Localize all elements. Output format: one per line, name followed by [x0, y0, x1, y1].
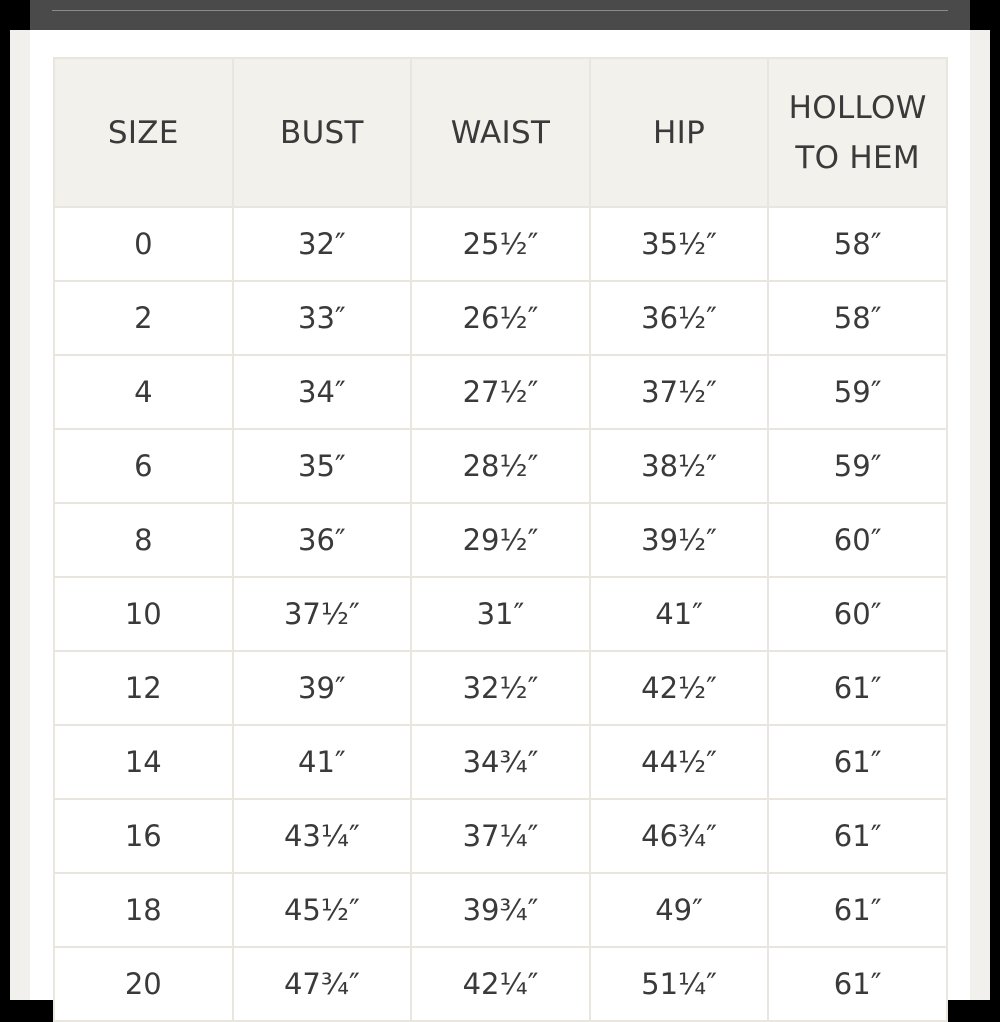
bust-cell: 39″: [233, 651, 412, 725]
hollow-to-hem-cell: 58″: [768, 207, 947, 281]
table-row: [54, 281, 947, 355]
hip-cell: 44½″: [590, 725, 769, 799]
waist-cell: 32½″: [411, 651, 590, 725]
top-bar-divider: [52, 10, 948, 11]
table-row: [54, 799, 947, 873]
bust-cell: 35″: [233, 429, 412, 503]
size-chart-table: [53, 57, 948, 1022]
waist-cell: 39¾″: [411, 873, 590, 947]
hip-cell: 39½″: [590, 503, 769, 577]
bust-cell: 36″: [233, 503, 412, 577]
hip-cell: 38½″: [590, 429, 769, 503]
waist-cell: 34¾″: [411, 725, 590, 799]
waist-cell: 28½″: [411, 429, 590, 503]
hollow-to-hem-cell: 60″: [768, 503, 947, 577]
header-size: SIZE: [54, 58, 233, 207]
hollow-to-hem-cell: 59″: [768, 429, 947, 503]
hip-cell: 51¼″: [590, 947, 769, 1021]
table-row: [54, 355, 947, 429]
size-cell: 20: [54, 947, 233, 1021]
table-row: [54, 207, 947, 281]
waist-cell: 26½″: [411, 281, 590, 355]
table-row: [54, 873, 947, 947]
size-cell: 0: [54, 207, 233, 281]
top-bar: [30, 0, 970, 30]
table-row: [54, 947, 947, 1021]
table-row: [54, 577, 947, 651]
hip-cell: 42½″: [590, 651, 769, 725]
size-cell: 10: [54, 577, 233, 651]
waist-cell: 37¼″: [411, 799, 590, 873]
hip-cell: 46¾″: [590, 799, 769, 873]
table-body: [54, 207, 947, 1021]
hip-cell: 36½″: [590, 281, 769, 355]
waist-cell: 42¼″: [411, 947, 590, 1021]
table-row: [54, 725, 947, 799]
table-row: [54, 651, 947, 725]
hollow-to-hem-cell: 58″: [768, 281, 947, 355]
bust-cell: 41″: [233, 725, 412, 799]
bust-cell: 47¾″: [233, 947, 412, 1021]
header-hip: HIP: [590, 58, 769, 207]
table-row: [54, 429, 947, 503]
hip-cell: 37½″: [590, 355, 769, 429]
hollow-to-hem-cell: 61″: [768, 873, 947, 947]
bust-cell: 43¼″: [233, 799, 412, 873]
waist-cell: 27½″: [411, 355, 590, 429]
waist-cell: 31″: [411, 577, 590, 651]
hollow-to-hem-cell: 59″: [768, 355, 947, 429]
table-row: [54, 503, 947, 577]
hip-cell: 41″: [590, 577, 769, 651]
hip-cell: 49″: [590, 873, 769, 947]
size-cell: 12: [54, 651, 233, 725]
header-bust: BUST: [233, 58, 412, 207]
size-cell: 18: [54, 873, 233, 947]
hip-cell: 35½″: [590, 207, 769, 281]
waist-cell: 29½″: [411, 503, 590, 577]
size-cell: 4: [54, 355, 233, 429]
size-cell: 6: [54, 429, 233, 503]
hollow-to-hem-cell: 61″: [768, 799, 947, 873]
hollow-to-hem-cell: 60″: [768, 577, 947, 651]
bust-cell: 33″: [233, 281, 412, 355]
bust-cell: 32″: [233, 207, 412, 281]
hollow-to-hem-cell: 61″: [768, 947, 947, 1021]
bust-cell: 45½″: [233, 873, 412, 947]
size-cell: 16: [54, 799, 233, 873]
bust-cell: 37½″: [233, 577, 412, 651]
waist-cell: 25½″: [411, 207, 590, 281]
header-waist: WAIST: [411, 58, 590, 207]
size-cell: 2: [54, 281, 233, 355]
header-row: [54, 58, 947, 207]
header-hollow-to-hem: HOLLOW TO HEM: [768, 58, 947, 207]
hollow-to-hem-cell: 61″: [768, 725, 947, 799]
bust-cell: 34″: [233, 355, 412, 429]
hollow-to-hem-cell: 61″: [768, 651, 947, 725]
size-cell: 8: [54, 503, 233, 577]
size-cell: 14: [54, 725, 233, 799]
